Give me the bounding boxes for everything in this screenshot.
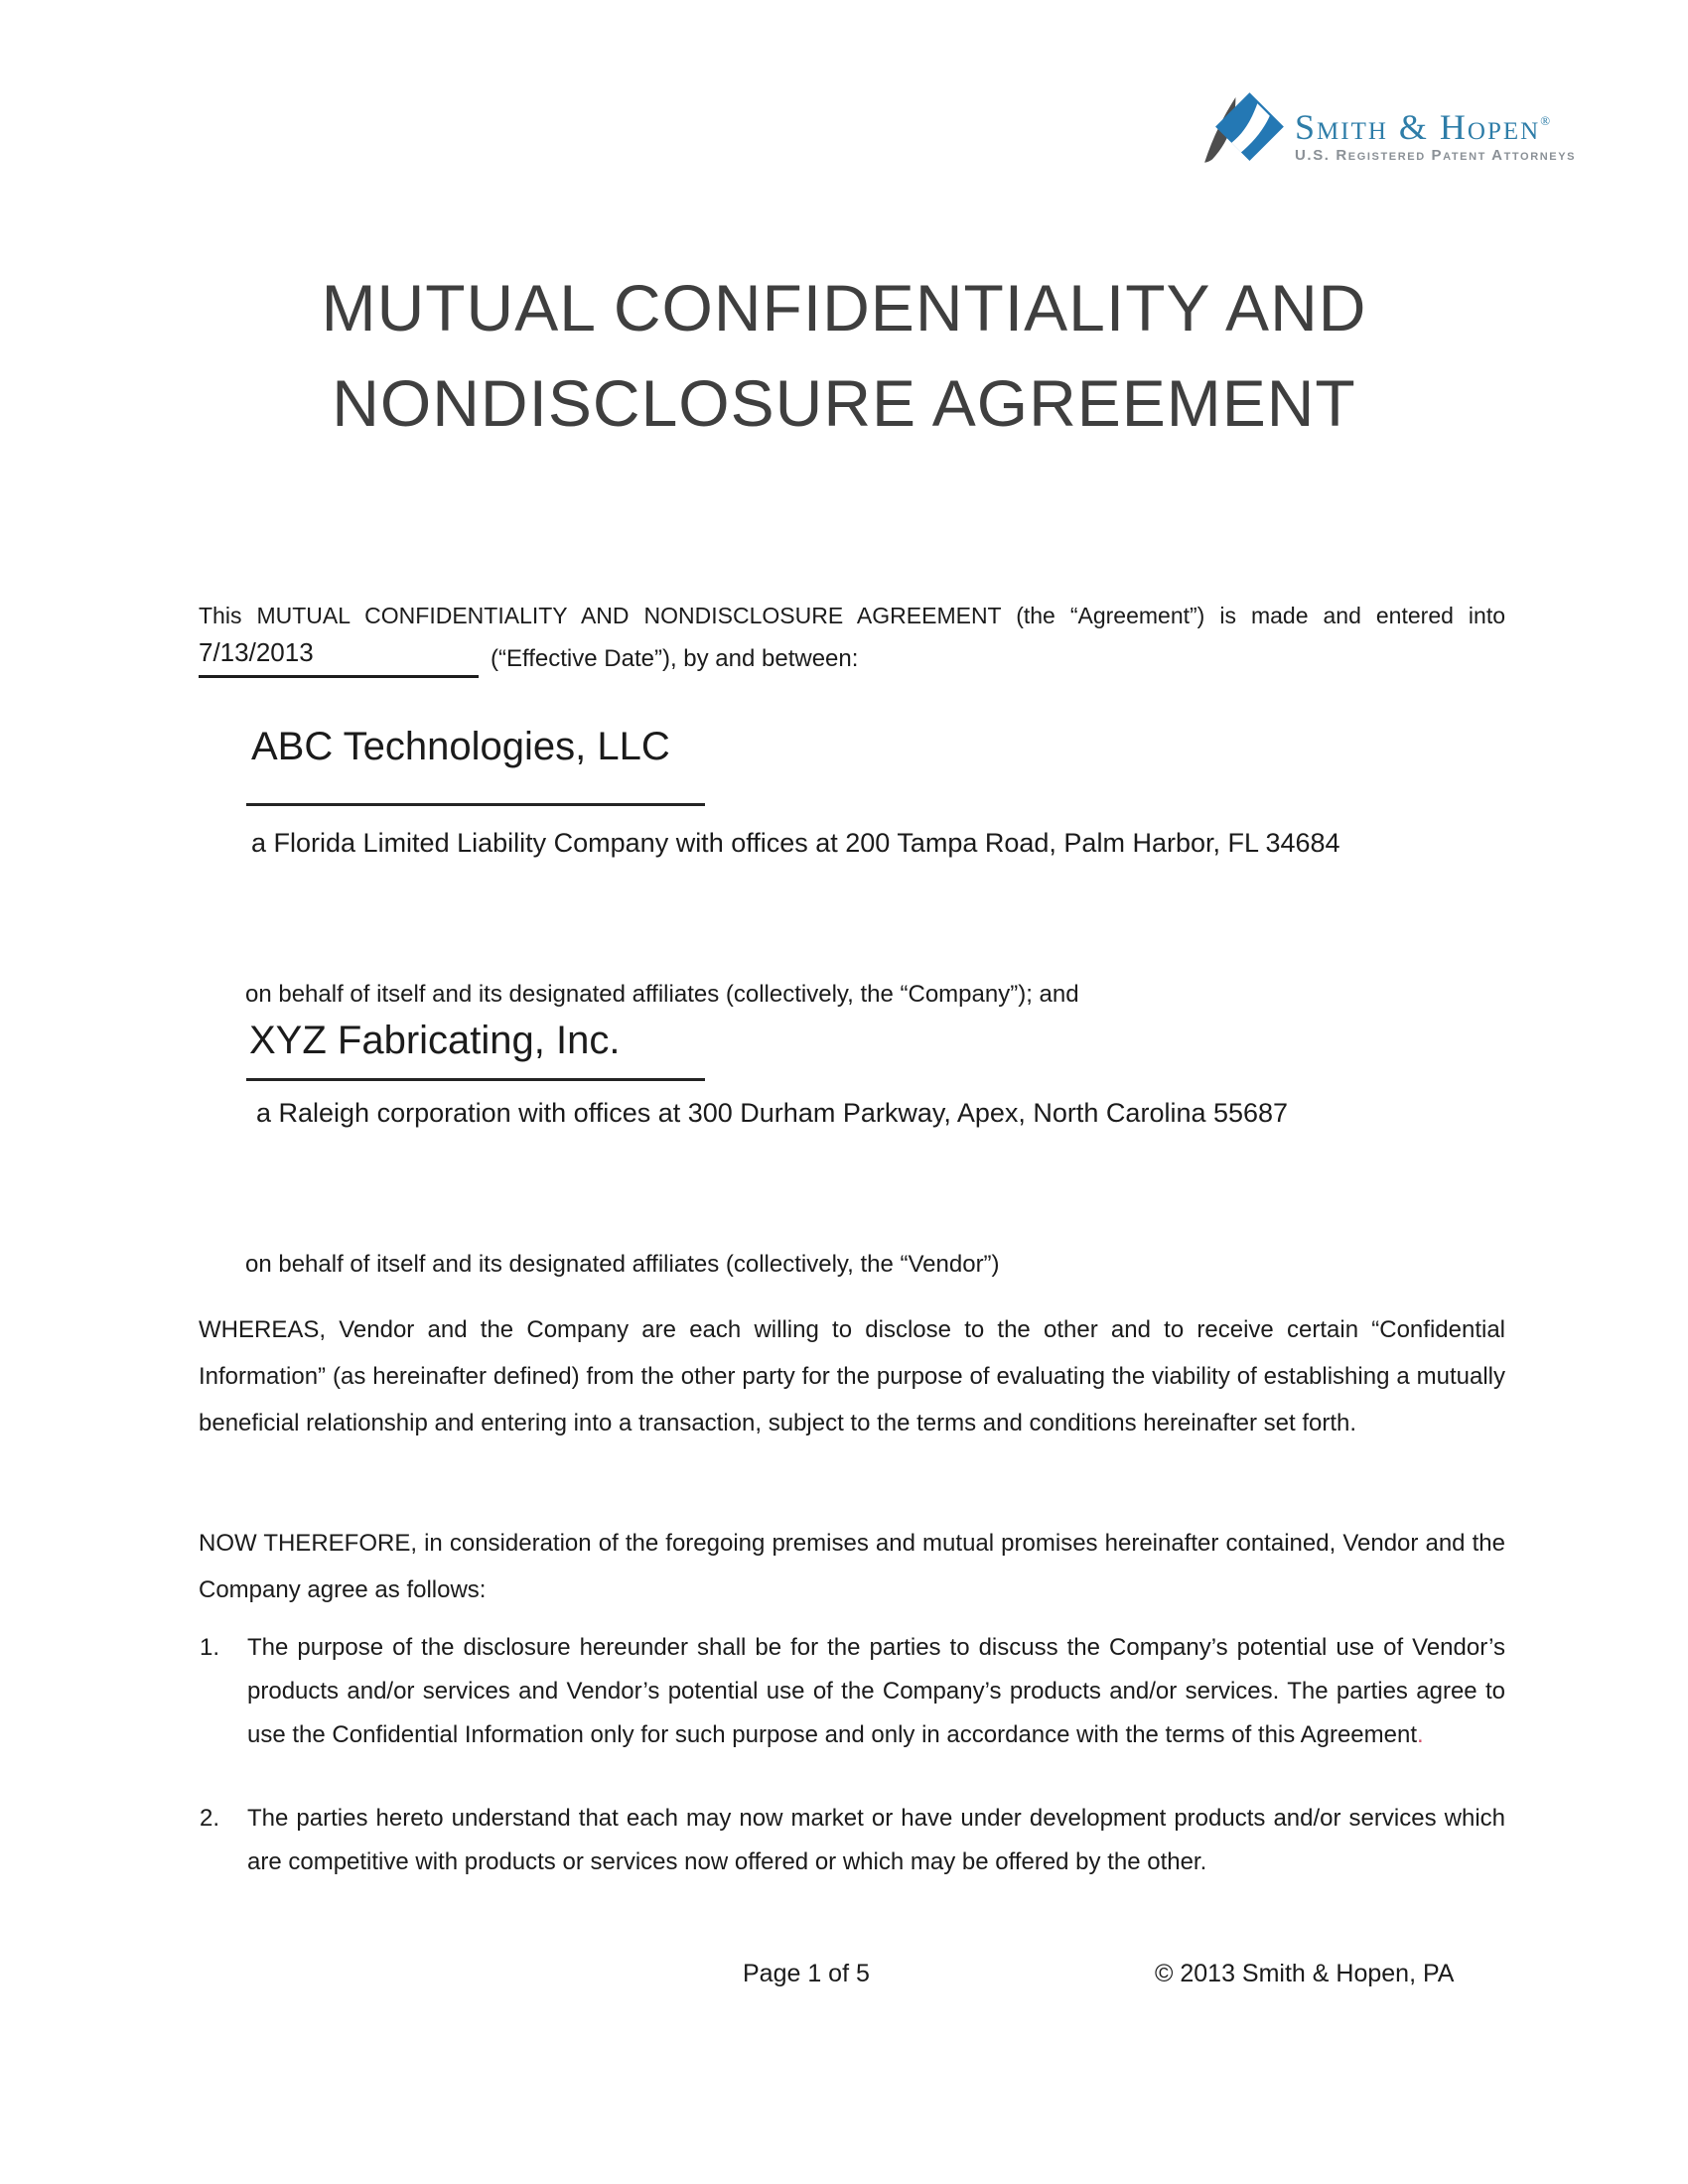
vendor-description-field[interactable]: a Raleigh corporation with offices at 300 Durham Parkway, Apex, North Carolina 55687 (256, 1098, 1289, 1128)
clause-1-body: The purpose of the disclosure hereunder shall be for the parties to discuss the Company’s potential use of Vendor’s products and/or services and Vendor’s potential use of the Company’s products and/or services. The parties agree to use the Confidential Information only for such purpose and only in accordance with the terms of this Agreement (247, 1634, 1505, 1748)
diamond-swoosh-icon (1201, 85, 1287, 173)
clause-1-trailing-period: . (1417, 1721, 1424, 1748)
logo-name: Smith & Hopen (1295, 107, 1541, 147)
company-on-behalf-text: on behalf of itself and its designated affiliates (collectively, the “Company”); and (245, 981, 1079, 1008)
clause-2-number: 2. (200, 1805, 220, 1832)
document-title-line2: NONDISCLOSURE AGREEMENT (332, 366, 1356, 440)
clause-1-text (247, 1626, 1505, 1757)
copyright-notice: © 2013 Smith & Hopen, PA (1155, 1960, 1455, 1987)
registered-trademark-symbol: ® (1540, 113, 1551, 128)
company-name-field[interactable]: ABC Technologies, LLC (251, 725, 670, 768)
intro-line1: This MUTUAL CONFIDENTIALITY AND NONDISCLOSURE AGREEMENT (the “Agreement”) is made and entered into (199, 603, 1505, 628)
page-number: Page 1 of 5 (743, 1960, 870, 1987)
company-description-field[interactable]: a Florida Limited Liability Company with offices at 200 Tampa Road, Palm Harbor, FL 34684 (251, 828, 1340, 858)
intro-line2 (199, 637, 1505, 678)
document-title-line1: MUTUAL CONFIDENTIALITY AND (321, 271, 1367, 344)
logo-tagline: U.S. Registered Patent Attorneys (1295, 147, 1577, 164)
whereas-paragraph: WHEREAS, Vendor and the Company are each willing to disclose to the other and to receive certain “Confidential Information” (as hereinafter defined) from the other party for the purpose of evaluating the viability of establishing a mutually beneficial relationship and entering into a transaction, subject to the terms and conditions hereinafter set forth. (199, 1316, 1505, 1436)
smith-hopen-logo (1201, 85, 1576, 173)
logo-text-block (1295, 109, 1576, 164)
vendor-name-field[interactable]: XYZ Fabricating, Inc. (249, 1019, 621, 1062)
vendor-on-behalf-text: on behalf of itself and its designated affiliates (collectively, the “Vendor”) (245, 1251, 1000, 1278)
intro-after-date-text: (“Effective Date”), by and between: (491, 645, 859, 672)
intro-paragraph (199, 596, 1505, 678)
clause-2-text: The parties hereto understand that each may now market or have under development products and/or services which are competitive with products or services now offered or which may be offered by the other. (247, 1805, 1505, 1875)
clause-2 (199, 1797, 1505, 1884)
effective-date-field[interactable]: 7/13/2013 (199, 637, 479, 678)
logo-wordmark (1295, 109, 1576, 145)
now-therefore-paragraph: NOW THEREFORE, in consideration of the foregoing premises and mutual promises hereinafter contained, Vendor and the Company agree as follows: (199, 1530, 1505, 1603)
clause-1-number: 1. (200, 1634, 220, 1661)
company-name-underline (246, 803, 705, 806)
vendor-name-underline (246, 1078, 705, 1081)
clause-1 (199, 1626, 1505, 1757)
document-title (0, 260, 1688, 451)
